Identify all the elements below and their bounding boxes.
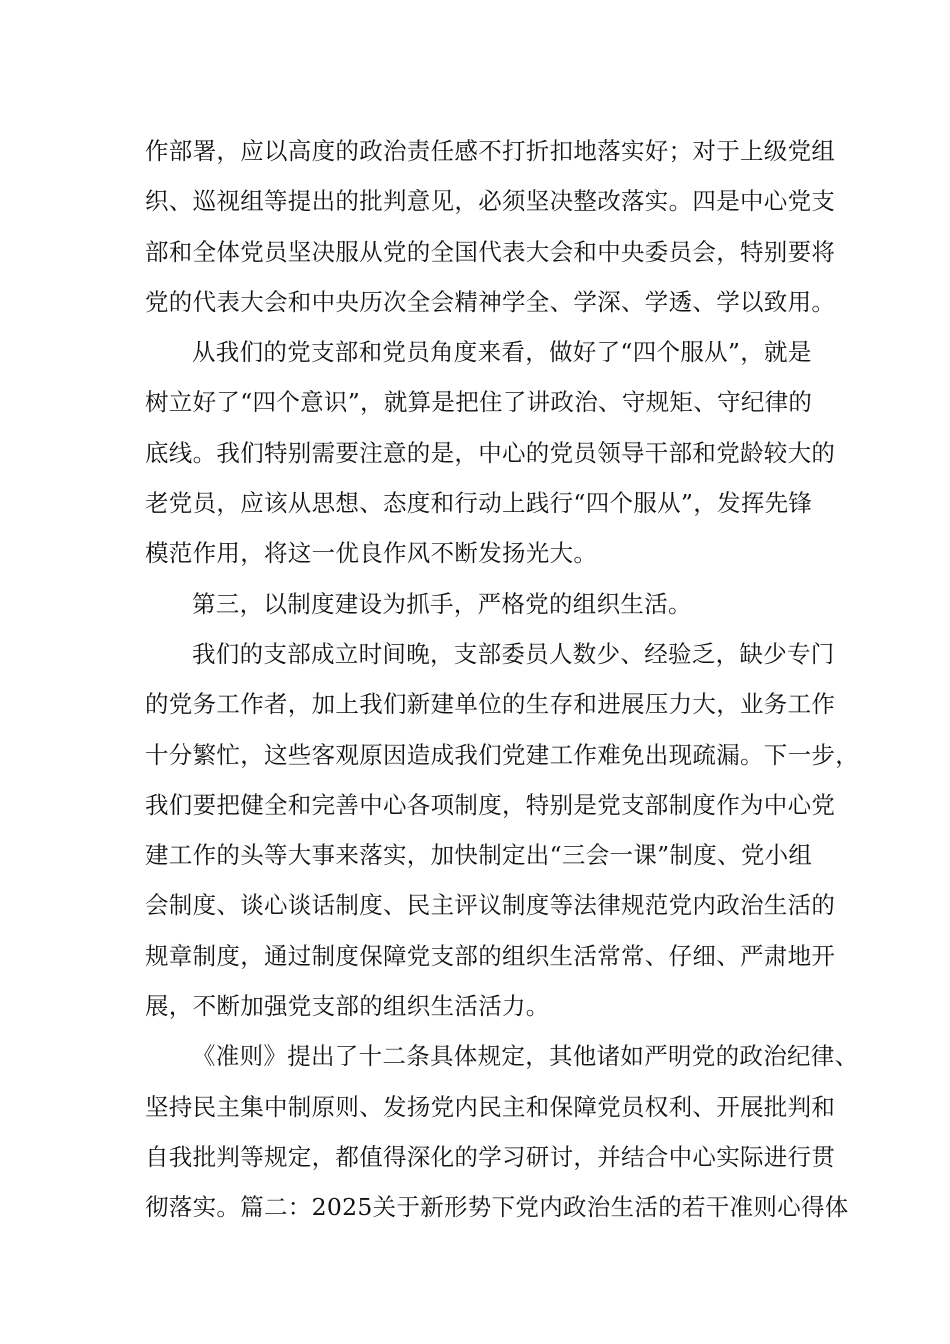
document-body bbox=[145, 126, 859, 1233]
paragraph-first-line: 我们的支部成立时间晚，支部委员人数少、经验乏，缺少专门 bbox=[192, 639, 835, 668]
text-line: 织、巡视组等提出的批判意见，必须坚决整改落实。四是中心党支 bbox=[145, 187, 836, 216]
text-line: 会制度、谈心谈话制度、民主评议制度等法律规范党内政治生活的 bbox=[145, 891, 836, 920]
text-line: 老党员，应该从思想、态度和行动上践行“四个服从”，发挥先锋 bbox=[145, 489, 813, 518]
text-line: 部和全体党员坚决服从党的全国代表大会和中央委员会，特别要将 bbox=[145, 237, 836, 266]
text-line: 的党务工作者，加上我们新建单位的生存和进展压力大，业务工作 bbox=[145, 690, 836, 719]
text-line: 规章制度，通过制度保障党支部的组织生活常常、仔细、严肃地开 bbox=[145, 941, 836, 970]
text-line: 自我批判等规定，都值得深化的学习研讨，并结合中心实际进行贯 bbox=[145, 1142, 836, 1171]
paragraph-first-line: 《准则》提出了十二条具体规定，其他诸如严明党的政治纪律、 bbox=[192, 1042, 859, 1071]
text-line: 党的代表大会和中央历次全会精神学全、学深、学透、学以致用。 bbox=[145, 287, 836, 316]
text-line: 十分繁忙，这些客观原因造成我们党建工作难免出现疏漏。下一步， bbox=[145, 740, 859, 769]
text-line: 底线。我们特别需要注意的是，中心的党员领导干部和党龄较大的 bbox=[145, 438, 836, 467]
text-line: 我们要把健全和完善中心各项制度，特别是党支部制度作为中心党 bbox=[145, 790, 836, 819]
section-heading-line: 第三，以制度建设为抓手，严格党的组织生活。 bbox=[192, 589, 692, 618]
text-line: 作部署，应以高度的政治责任感不打折扣地落实好；对于上级党组 bbox=[145, 137, 836, 165]
text-line: 展，不断加强党支部的组织生活活力。 bbox=[145, 992, 550, 1021]
text-line: 坚持民主集中制原则、发扬党内民主和保障党员权利、开展批判和 bbox=[145, 1092, 836, 1121]
paragraph-first-line: 从我们的党支部和党员角度来看，做好了“四个服从”，就是 bbox=[192, 338, 812, 367]
text-line: 模范作用，将这一优良作风不断发扬光大。 bbox=[145, 539, 598, 568]
text-line: 建工作的头等大事来落实，加快制定出“三会一课”制度、党小组 bbox=[145, 841, 813, 870]
text-line: 彻落实。篇二：2025关于新形势下党内政治生活的若干准则心得体 bbox=[145, 1193, 849, 1222]
text-line: 树立好了“四个意识”，就算是把住了讲政治、守规矩、守纪律的 bbox=[145, 388, 813, 417]
